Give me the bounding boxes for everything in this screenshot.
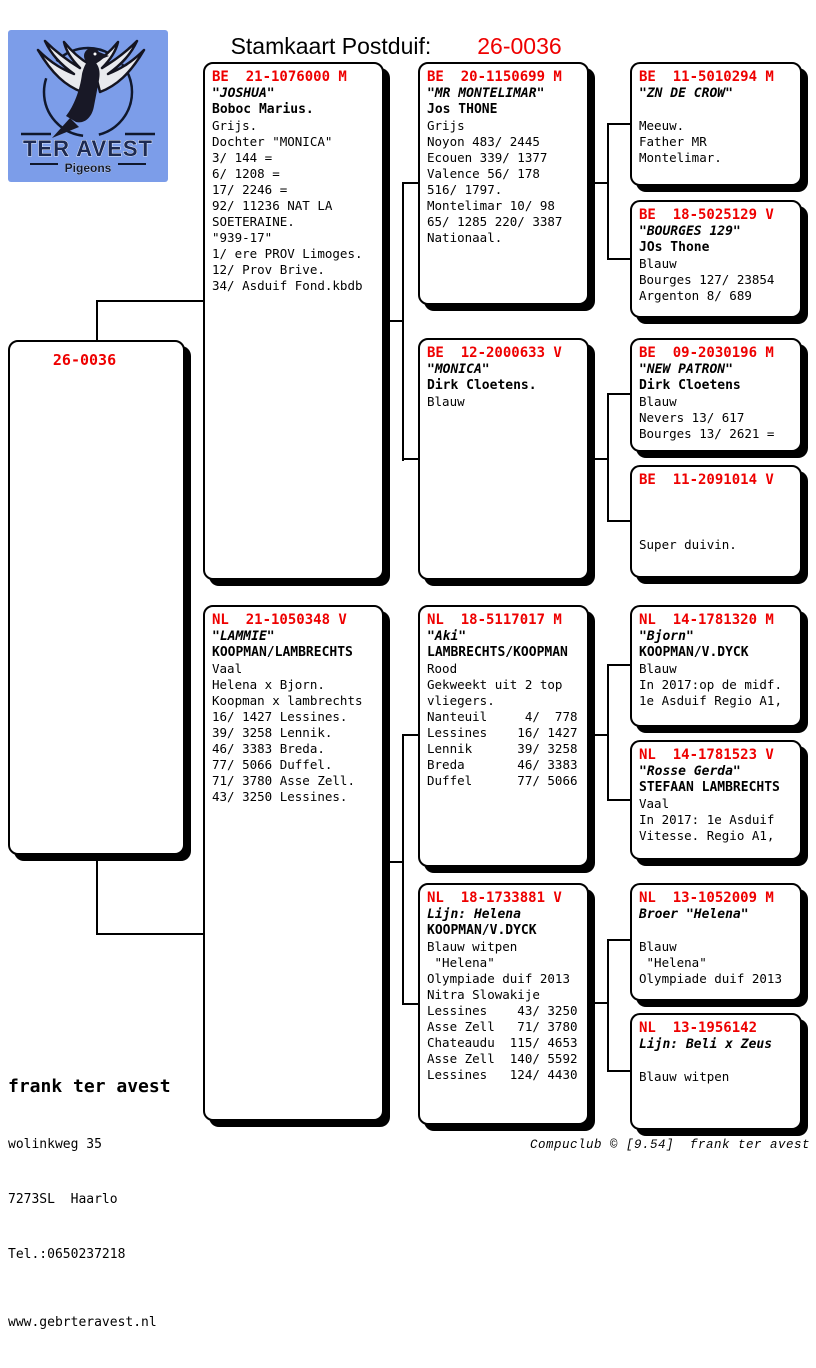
box-line: Gekweekt uit 2 top — [427, 677, 563, 692]
owner-address-street: wolinkweg 35 — [8, 1137, 102, 1152]
pedigree-box-father — [203, 62, 384, 580]
box-line: "MR MONTELIMAR" — [427, 86, 545, 101]
connector-line — [588, 182, 609, 184]
box-line: Chateaudu 115/ 4653 — [427, 1035, 578, 1050]
box-line: "Helena" — [427, 955, 495, 970]
title-ring-number: 26-0036 — [477, 33, 562, 59]
box-line: 43/ 3250 Lessines. — [212, 789, 348, 804]
box-line: Lessines 43/ 3250 — [427, 1003, 578, 1018]
connector-line — [607, 123, 630, 125]
loft-logo — [8, 30, 168, 182]
box-line: In 2017:op de midf. — [639, 677, 782, 692]
box-line: Broer "Helena" — [639, 907, 749, 922]
box-line: Blauw witpen — [639, 1069, 730, 1084]
box-line: "Helena" — [639, 955, 707, 970]
box-line: Blauw witpen — [427, 939, 518, 954]
owner-block — [8, 1038, 171, 1368]
box-line: Blauw — [639, 256, 677, 271]
owner-phone: Tel.:0650237218 — [8, 1247, 126, 1262]
ring-number: NL 14-1781523 V — [639, 747, 774, 763]
box-line: Lijn: Helena — [427, 907, 521, 922]
box-line: LAMBRECHTS/KOOPMAN — [427, 645, 568, 660]
box-line: "MONICA" — [427, 362, 490, 377]
box-line: "BOURGES 129" — [639, 224, 741, 239]
box-line: Nanteuil 4/ 778 — [427, 709, 578, 724]
box-line: Rood — [427, 661, 458, 676]
connector-line — [96, 853, 98, 935]
pedigree-box-mgm-f — [630, 883, 802, 1001]
box-line: STEFAAN LAMBRECHTS — [639, 780, 780, 795]
connector-line — [96, 300, 204, 302]
box-line: 65/ 1285 220/ 3387 — [427, 214, 563, 229]
box-line — [639, 505, 793, 521]
box-line: Noyon 483/ 2445 — [427, 134, 540, 149]
box-line: 34/ Asduif Fond.kbdb — [212, 278, 363, 293]
connector-line — [588, 734, 609, 736]
box-line: Meeuw. — [639, 118, 685, 133]
box-line: Grijs. — [212, 118, 258, 133]
software-credit: Compuclub © [9.54] frank ter avest — [529, 1138, 810, 1152]
ring-number: NL 21-1050348 V — [212, 612, 347, 628]
ring-number: NL 18-5117017 M — [427, 612, 562, 628]
box-line: "JOSHUA" — [212, 86, 275, 101]
box-line: Blauw — [427, 394, 465, 409]
box-line: Jos THONE — [427, 102, 498, 117]
box-line: "NEW PATRON" — [639, 362, 733, 377]
box-line: 3/ 144 = — [212, 150, 273, 165]
box-line: Nitra Slowakije — [427, 987, 540, 1002]
ring-number: BE 11-2091014 V — [639, 472, 774, 488]
box-line: Blauw — [639, 939, 677, 954]
connector-line — [384, 861, 404, 863]
box-line: Dirk Cloetens — [639, 378, 741, 393]
ring-number: NL 14-1781320 M — [639, 612, 774, 628]
box-line: Asse Zell 71/ 3780 — [427, 1019, 578, 1034]
connector-line — [607, 664, 630, 666]
connector-line — [607, 940, 609, 1072]
box-line: KOOPMAN/V.DYCK — [639, 645, 749, 660]
box-line: Nevers 13/ 617 — [639, 410, 745, 425]
connector-line — [607, 393, 630, 395]
pedigree-box-mgf-f — [630, 605, 802, 727]
connector-line — [402, 182, 418, 184]
box-line: Lennik 39/ 3258 — [427, 741, 578, 756]
box-line: Dirk Cloetens. — [427, 378, 537, 393]
ring-number: 26-0036 — [52, 351, 117, 369]
ring-number: BE 11-5010294 M — [639, 69, 774, 85]
logo-name-text: TER AVEST — [22, 136, 154, 161]
pedigree-box-mother — [203, 605, 384, 1121]
box-line: 16/ 1427 Lessines. — [212, 709, 348, 724]
connector-line — [607, 799, 630, 801]
box-line — [639, 923, 793, 939]
connector-line — [402, 183, 404, 461]
box-line: Breda 46/ 3383 — [427, 757, 578, 772]
pedigree-box-pgf-f — [630, 62, 802, 186]
box-line: Ecouen 339/ 1377 — [427, 150, 548, 165]
box-line: "ZN DE CROW" — [639, 86, 733, 101]
box-line: In 2017: 1e Asduif — [639, 812, 775, 827]
pedigree-box-mgf — [418, 605, 589, 867]
box-line: "Bjorn" — [639, 629, 694, 644]
box-line: 1e Asduif Regio A1, — [639, 693, 782, 708]
box-line: Valence 56/ 178 — [427, 166, 540, 181]
box-line: 71/ 3780 Asse Zell. — [212, 773, 355, 788]
box-line — [639, 102, 793, 118]
box-line: 516/ 1797. — [427, 182, 503, 197]
ring-number: NL 13-1956142 — [639, 1020, 758, 1036]
box-line: Nationaal. — [427, 230, 503, 245]
connector-line — [607, 1070, 630, 1072]
connector-line — [607, 520, 630, 522]
box-line — [639, 1053, 793, 1069]
connector-line — [402, 1003, 418, 1005]
box-line: Vaal — [212, 661, 243, 676]
box-line: Argenton 8/ 689 — [639, 288, 752, 303]
owner-website: www.gebrteravest.nl — [8, 1315, 157, 1330]
box-line: 17/ 2246 = — [212, 182, 288, 197]
box-line: 39/ 3258 Lennik. — [212, 725, 333, 740]
pedigree-box-pgm-f — [630, 338, 802, 452]
box-line: Helena x Bjorn. — [212, 677, 325, 692]
box-line: Lijn: Beli x Zeus — [639, 1037, 773, 1052]
pedigree-box-mgm — [418, 883, 589, 1125]
owner-name: frank ter avest — [8, 1076, 171, 1097]
pedigree-box-pgf-m — [630, 200, 802, 318]
pedigree-box-mgf-m — [630, 740, 802, 860]
connector-line — [607, 665, 609, 801]
box-line: Duffel 77/ 5066 — [427, 773, 578, 788]
box-line: Bourges 13/ 2621 = — [639, 426, 775, 441]
connector-line — [607, 939, 630, 941]
connector-line — [402, 458, 418, 460]
ring-number: BE 12-2000633 V — [427, 345, 562, 361]
box-line: "Rosse Gerda" — [639, 764, 741, 779]
ring-number: BE 21-1076000 M — [212, 69, 347, 85]
box-line: Olympiade duif 2013 — [427, 971, 570, 986]
box-line: Father MR — [639, 134, 707, 149]
box-line: vliegers. — [427, 693, 495, 708]
owner-address-city: 7273SL Haarlo — [8, 1192, 118, 1207]
pedigree-box-pgf — [418, 62, 589, 305]
box-line: Dochter "MONICA" — [212, 134, 333, 149]
connector-line — [607, 124, 609, 260]
ring-number: BE 09-2030196 M — [639, 345, 774, 361]
box-line: 92/ 11236 NAT LA — [212, 198, 333, 213]
pigeon-logo-icon — [8, 30, 168, 182]
ring-number: NL 13-1052009 M — [639, 890, 774, 906]
box-line: 77/ 5066 Duffel. — [212, 757, 333, 772]
connector-line — [402, 735, 404, 1005]
box-line: Super duivin. — [639, 537, 737, 552]
page-title-label: Stamkaart Postduif: — [230, 33, 432, 59]
box-line: Montelimar 10/ 98 — [427, 198, 555, 213]
box-line: Olympiade duif 2013 — [639, 971, 782, 986]
box-line: Lessines 16/ 1427 — [427, 725, 578, 740]
box-line: Vitesse. Regio A1, — [639, 828, 775, 843]
ring-number: NL 18-1733881 V — [427, 890, 562, 906]
box-line: KOOPMAN/LAMBRECHTS — [212, 645, 353, 660]
box-line: 12/ Prov Brive. — [212, 262, 325, 277]
ring-number: BE 20-1150699 M — [427, 69, 562, 85]
logo-sub-text: Pigeons — [64, 161, 112, 175]
box-line: 1/ ere PROV Limoges. — [212, 246, 363, 261]
pedigree-box-pgm-m — [630, 465, 802, 578]
box-line: Grijs — [427, 118, 465, 133]
box-line: Blauw — [639, 661, 677, 676]
box-line: Lessines 124/ 4430 — [427, 1067, 578, 1082]
pedigree-box-subject — [8, 340, 185, 855]
pedigree-box-pgm — [418, 338, 589, 580]
connector-line — [607, 258, 630, 260]
connector-line — [96, 933, 204, 935]
box-line: 46/ 3383 Breda. — [212, 741, 325, 756]
box-line: Bourges 127/ 23854 — [639, 272, 775, 287]
box-line — [639, 521, 793, 537]
box-line: KOOPMAN/V.DYCK — [427, 923, 537, 938]
connector-line — [96, 300, 98, 342]
connector-line — [402, 734, 418, 736]
box-line: 6/ 1208 = — [212, 166, 280, 181]
connector-line — [588, 458, 609, 460]
connector-line — [607, 394, 609, 522]
box-line: Asse Zell 140/ 5592 — [427, 1051, 578, 1066]
box-line: "LAMMIE" — [212, 629, 275, 644]
ring-number: BE 18-5025129 V — [639, 207, 774, 223]
box-line: Montelimar. — [639, 150, 722, 165]
box-line: JOs Thone — [639, 240, 710, 255]
box-line: SOETERAINE. — [212, 214, 295, 229]
box-line: "939-17" — [212, 230, 273, 245]
connector-line — [588, 1002, 609, 1004]
box-line — [639, 489, 793, 505]
box-line: Blauw — [639, 394, 677, 409]
pedigree-box-mgm-m — [630, 1013, 802, 1130]
box-line: Koopman x lambrechts — [212, 693, 363, 708]
box-line: Boboc Marius. — [212, 102, 314, 117]
box-line: "Aki" — [427, 629, 467, 644]
connector-line — [384, 320, 404, 322]
box-line: Vaal — [639, 796, 670, 811]
